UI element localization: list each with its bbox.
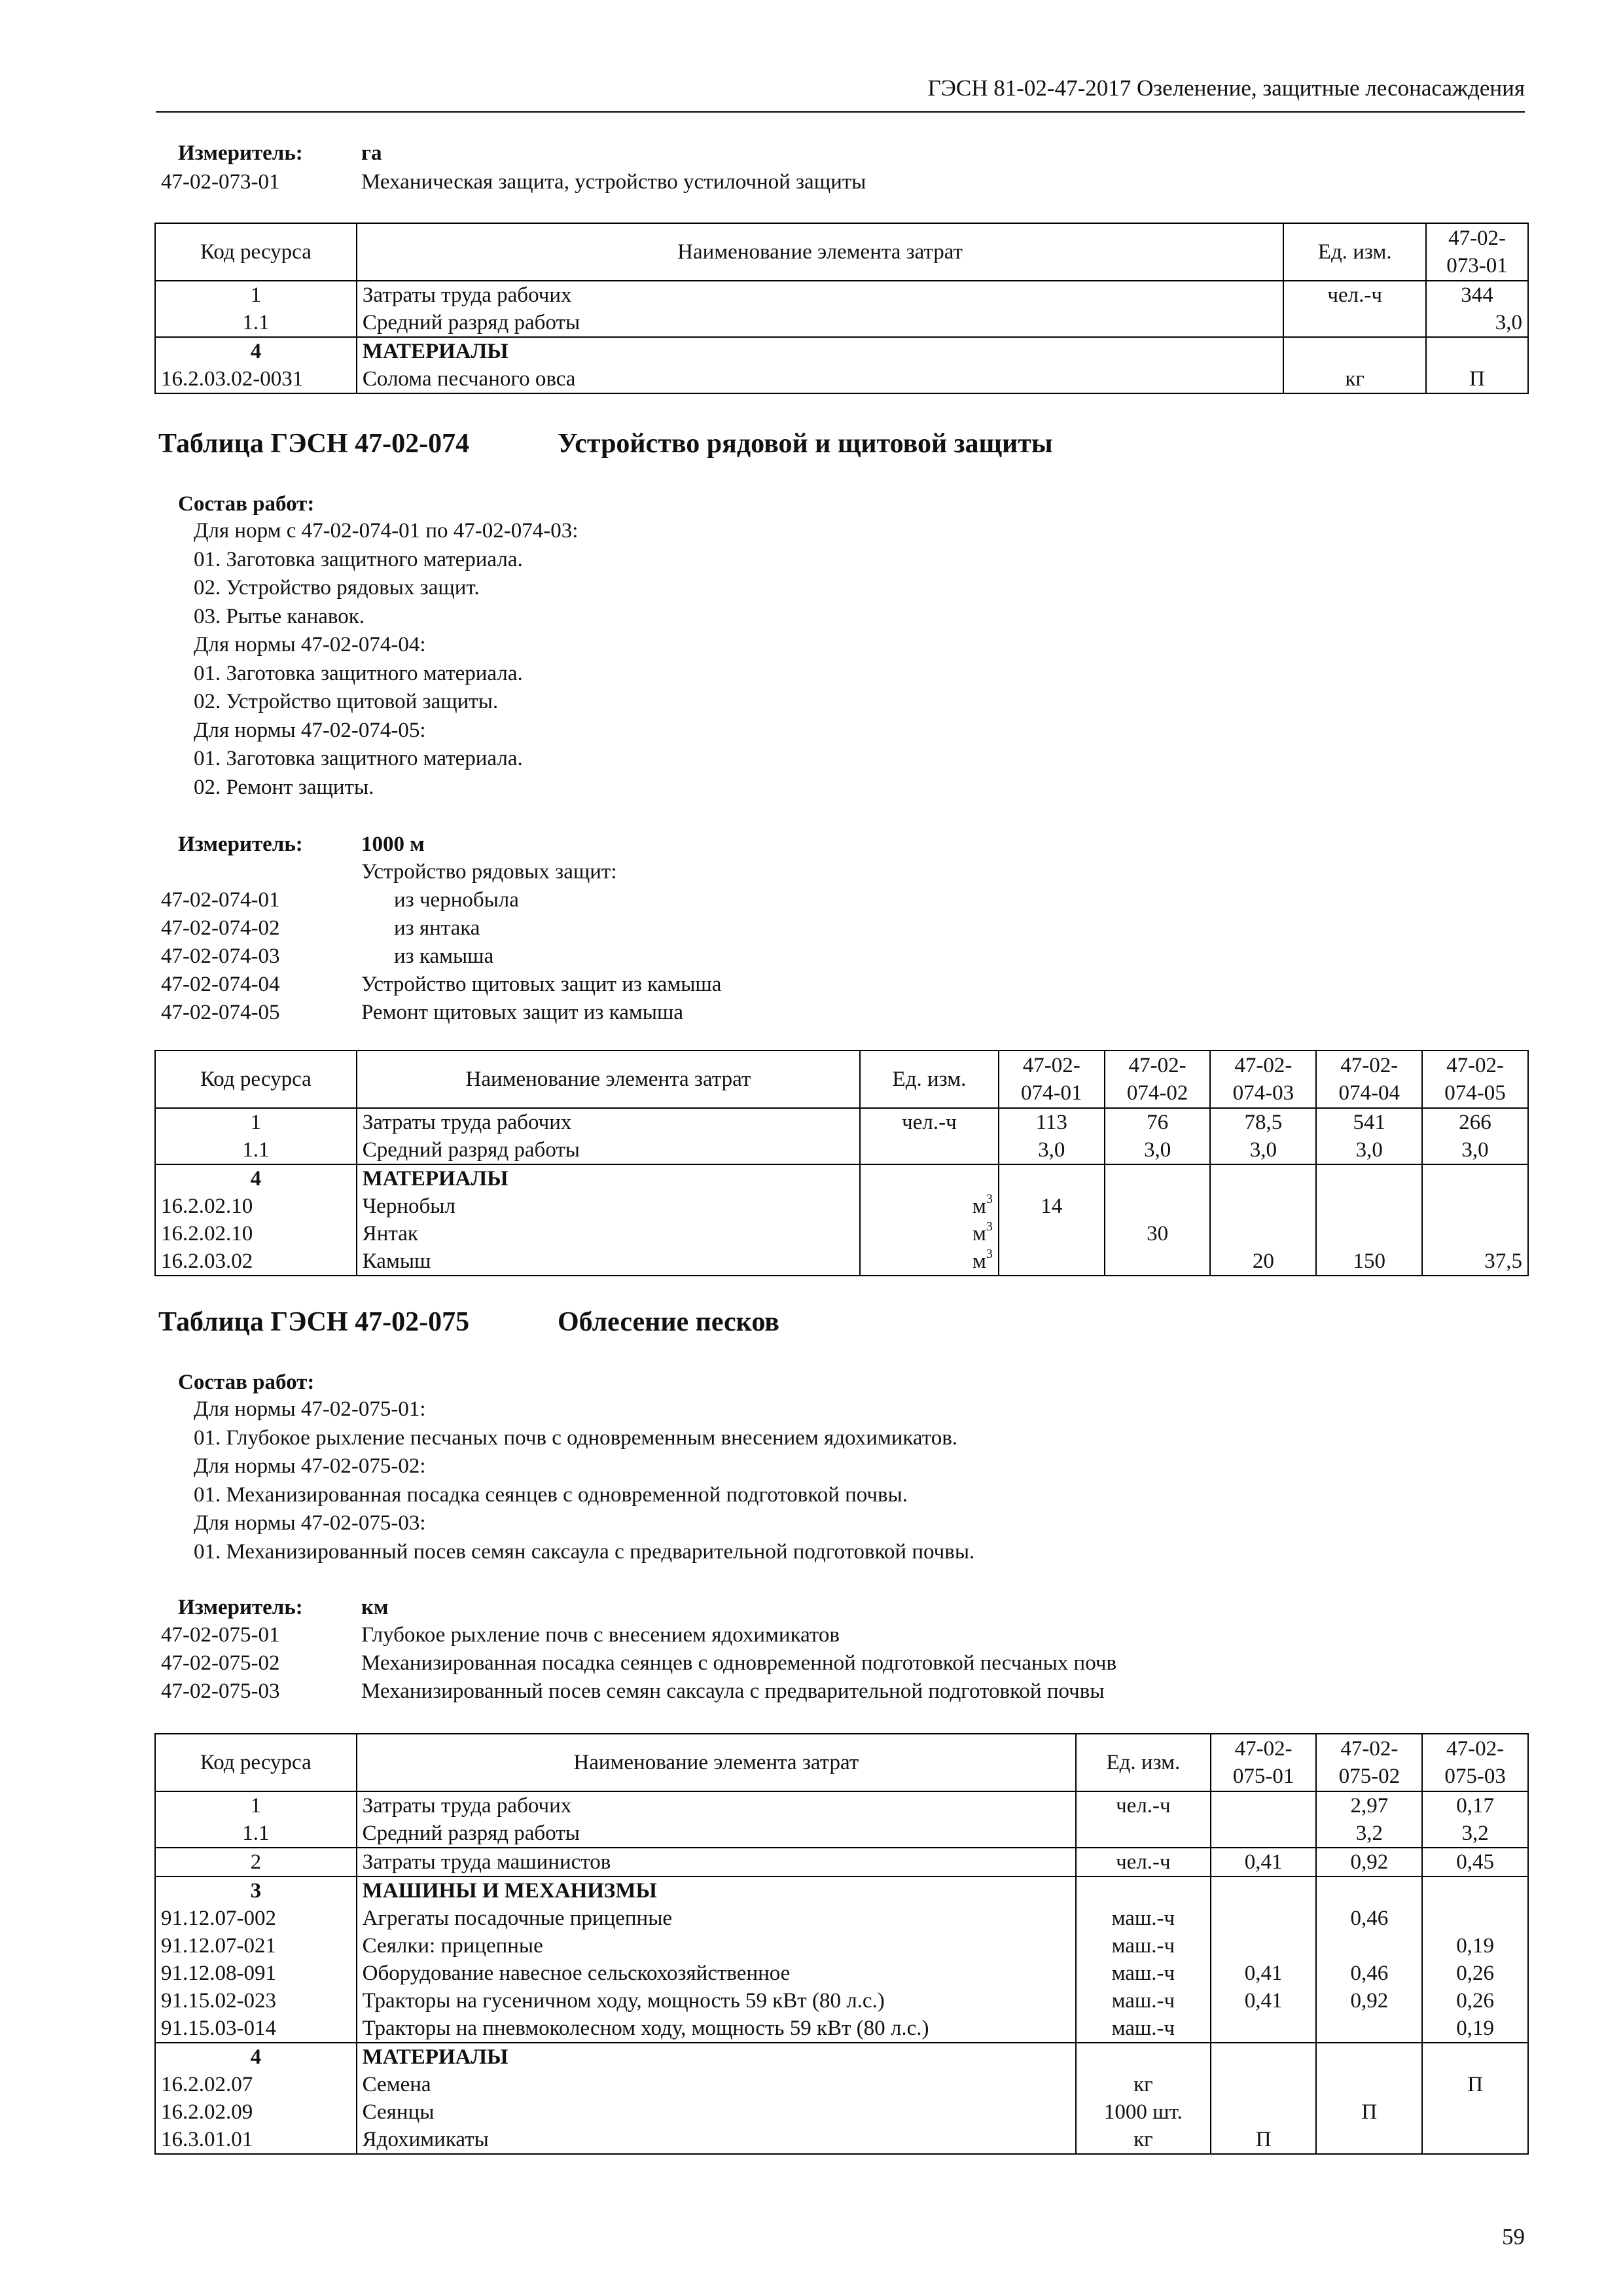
- running-title: ГЭСН 81-02-47-2017 Озеленение, защитные лесонасаждения: [927, 75, 1525, 101]
- cell-value: [1211, 1820, 1317, 1848]
- resource-table-074: [154, 1050, 1529, 1276]
- cell-value: П: [1211, 2126, 1317, 2154]
- cell-value: 30: [1105, 1220, 1211, 1247]
- cell-unit: маш.-ч: [1076, 1932, 1211, 1960]
- cell-name: Агрегаты посадочные прицепные: [357, 1905, 1076, 1932]
- table-row: [155, 1220, 1528, 1247]
- cell-value: 14: [999, 1193, 1105, 1220]
- norm-code: 47-02-075-03: [161, 1679, 280, 1703]
- header-norm-col: 47-02- 074-05: [1422, 1050, 1528, 1108]
- cell-value: 0,17: [1422, 1791, 1528, 1820]
- table-row: [155, 1193, 1528, 1220]
- header-norm-col: 47-02- 074-03: [1210, 1050, 1316, 1108]
- cell-value: [999, 1247, 1105, 1276]
- cell-value: 113: [999, 1108, 1105, 1136]
- cell-value: [1316, 2015, 1422, 2043]
- cell-unit: кг: [1076, 2126, 1211, 2154]
- unit-text: м: [972, 1249, 986, 1273]
- header-norm-col: 47-02- 074-01: [999, 1050, 1105, 1108]
- cell-value: [1316, 2071, 1422, 2098]
- cell-value: [1316, 1220, 1422, 1247]
- unit-text: м: [972, 1194, 986, 1218]
- group-title-074: Устройство рядовых защит:: [361, 860, 617, 884]
- cell-value: [1210, 1193, 1316, 1220]
- table-row: [155, 1905, 1528, 1932]
- measure-label-073: Измеритель:: [178, 141, 303, 165]
- table-row: [155, 337, 1528, 365]
- cell-code: 1.1: [155, 1136, 357, 1164]
- header-code: Код ресурса: [155, 223, 357, 281]
- table-row: [155, 309, 1528, 337]
- cell-unit: маш.-ч: [1076, 1960, 1211, 1987]
- cell-value: [1422, 1220, 1528, 1247]
- cell-code: 91.15.02-023: [155, 1987, 357, 2015]
- cell-code: 16.2.02.09: [155, 2098, 357, 2126]
- header-norm-col: 47-02- 075-02: [1316, 1734, 1422, 1791]
- header-norm-col: 47-02- 075-03: [1422, 1734, 1528, 1791]
- norm-name: Устройство щитовых защит из камыша: [361, 973, 722, 996]
- norm-code-073-01: 47-02-073-01: [161, 170, 280, 194]
- cell-unit: маш.-ч: [1076, 1987, 1211, 2015]
- norm-name: из янтака: [394, 916, 480, 940]
- cell-value: [1105, 1193, 1211, 1220]
- header-unit: Ед. изм.: [1283, 223, 1426, 281]
- cell-value: [1422, 1164, 1528, 1193]
- cell-name: Средний разряд работы: [357, 309, 1283, 337]
- cell-code: 16.3.01.01: [155, 2126, 357, 2154]
- table-075-name: Облесение песков: [558, 1307, 779, 1337]
- header-norm-col: 47-02- 074-04: [1316, 1050, 1422, 1108]
- cell-code: 16.2.03.02: [155, 1247, 357, 1276]
- cell-code: 16.2.02.10: [155, 1193, 357, 1220]
- norm-name: Механизированный посев семян саксаула с предварительной подготовкой почвы: [361, 1679, 1105, 1703]
- cell-unit: [860, 1193, 999, 1220]
- table-074-code: Таблица ГЭСН 47-02-074: [158, 429, 470, 459]
- cell-name: Янтак: [357, 1220, 860, 1247]
- cell-value: [1422, 2043, 1528, 2071]
- table-074-name: Устройство рядовой и щитовой защиты: [558, 429, 1053, 459]
- work-line: 01. Заготовка защитного материала.: [194, 747, 523, 770]
- cell-name: МАШИНЫ И МЕХАНИЗМЫ: [357, 1876, 1076, 1905]
- table-row: [155, 2015, 1528, 2043]
- table-row: [155, 1247, 1528, 1276]
- cell-value: [1422, 2126, 1528, 2154]
- table-row: [155, 1848, 1528, 1876]
- cell-value: [1316, 2126, 1422, 2154]
- table-row: [155, 281, 1528, 309]
- cell-value: 0,45: [1422, 1848, 1528, 1876]
- table-075-code: Таблица ГЭСН 47-02-075: [158, 1307, 470, 1337]
- cell-unit: чел.-ч: [1283, 281, 1426, 309]
- cell-value: П: [1316, 2098, 1422, 2126]
- norm-name: из камыша: [394, 944, 494, 968]
- work-line: 02. Ремонт защиты.: [194, 775, 374, 799]
- cell-value: 78,5: [1210, 1108, 1316, 1136]
- norm-name: из чернобыла: [394, 888, 519, 912]
- cell-value: 3,0: [999, 1136, 1105, 1164]
- cell-value: [1211, 2043, 1317, 2071]
- cell-value: 3,0: [1316, 1136, 1422, 1164]
- norm-code: 47-02-074-04: [161, 973, 280, 996]
- cell-value: [1316, 1932, 1422, 1960]
- header-code: Код ресурса: [155, 1050, 357, 1108]
- cell-unit: [860, 1220, 999, 1247]
- composition-label-074: Состав работ:: [178, 492, 315, 516]
- cell-value: [1210, 1220, 1316, 1247]
- cell-unit: [1283, 337, 1426, 365]
- composition-label-075: Состав работ:: [178, 1371, 315, 1394]
- table-row: [155, 1876, 1528, 1905]
- cell-value: 76: [1105, 1108, 1211, 1136]
- cell-value: 2,97: [1316, 1791, 1422, 1820]
- table-row: [155, 2071, 1528, 2098]
- cell-value: [1211, 1876, 1317, 1905]
- cell-value: [1211, 1791, 1317, 1820]
- work-line: 01. Заготовка защитного материала.: [194, 661, 523, 685]
- cell-value: 0,92: [1316, 1987, 1422, 2015]
- table-row: [155, 1136, 1528, 1164]
- cell-value: 0,26: [1422, 1987, 1528, 2015]
- table-row: [155, 2126, 1528, 2154]
- cell-value: 3,0: [1422, 1136, 1528, 1164]
- cell-value: 3,2: [1422, 1820, 1528, 1848]
- cell-value: [1105, 1164, 1211, 1193]
- cell-name: Оборудование навесное сельскохозяйственное: [357, 1960, 1076, 1987]
- header-norm-col: 47-02- 073-01: [1426, 223, 1528, 281]
- cell-value: [1211, 1932, 1317, 1960]
- cell-name: Затраты труда рабочих: [357, 1791, 1076, 1820]
- cell-name: Ядохимикаты: [357, 2126, 1076, 2154]
- measure-unit-073: га: [361, 141, 382, 165]
- work-line: 03. Рытье канавок.: [194, 604, 365, 628]
- running-header: [156, 73, 1525, 113]
- table-row: [155, 2043, 1528, 2071]
- work-line: 01. Механизированная посадка сеянцев с одновременной подготовкой почвы.: [194, 1482, 908, 1507]
- work-line: Для нормы 47-02-075-03:: [194, 1511, 426, 1535]
- unit-text: м: [972, 1222, 986, 1246]
- measure-unit-075: км: [361, 1596, 389, 1619]
- cell-value: [1211, 2071, 1317, 2098]
- header-code: Код ресурса: [155, 1734, 357, 1791]
- norm-code: 47-02-074-01: [161, 888, 280, 912]
- cell-value: [1211, 2098, 1317, 2126]
- cell-unit: [1283, 309, 1426, 337]
- norm-name-073-01: Механическая защита, устройство устилочной защиты: [361, 170, 866, 194]
- cell-value: [999, 1220, 1105, 1247]
- measure-label-075: Измеритель:: [178, 1596, 303, 1619]
- cell-name: Средний разряд работы: [357, 1136, 860, 1164]
- cell-name: Чернобыл: [357, 1193, 860, 1220]
- cell-name: Сеялки: прицепные: [357, 1932, 1076, 1960]
- cell-value: 0,92: [1316, 1848, 1422, 1876]
- cell-unit: кг: [1283, 365, 1426, 393]
- cell-unit: 1000 шт.: [1076, 2098, 1211, 2126]
- cell-value: [1211, 2015, 1317, 2043]
- cell-code: 16.2.03.02-0031: [155, 365, 357, 393]
- cell-code: 91.12.07-021: [155, 1932, 357, 1960]
- cell-unit: [860, 1247, 999, 1276]
- table-row: [155, 2098, 1528, 2126]
- table-row: [155, 1987, 1528, 2015]
- cell-value: [1316, 1193, 1422, 1220]
- norm-code: 47-02-075-01: [161, 1623, 280, 1647]
- cell-code: 91.12.07-002: [155, 1905, 357, 1932]
- cell-name: Камыш: [357, 1247, 860, 1276]
- work-line: Для нормы 47-02-074-05:: [194, 718, 426, 742]
- work-line: Для норм с 47-02-074-01 по 47-02-074-03:: [194, 519, 579, 543]
- cell-name: Затраты труда машинистов: [357, 1848, 1076, 1876]
- header-norm-col: 47-02- 075-01: [1211, 1734, 1317, 1791]
- unit-power: 3: [986, 1192, 993, 1206]
- cell-name: МАТЕРИАЛЫ: [357, 337, 1283, 365]
- header-unit: Ед. изм.: [1076, 1734, 1211, 1791]
- cell-value: [1422, 2098, 1528, 2126]
- cell-value: 3,0: [1210, 1136, 1316, 1164]
- cell-value: 3,2: [1316, 1820, 1422, 1848]
- header-norm-col: 47-02- 074-02: [1105, 1050, 1211, 1108]
- cell-value: 20: [1210, 1247, 1316, 1276]
- cell-unit: [1076, 1876, 1211, 1905]
- work-lines-074: [194, 517, 578, 802]
- cell-code: 1: [155, 1791, 357, 1820]
- header-unit: Ед. изм.: [860, 1050, 999, 1108]
- cell-unit: кг: [1076, 2071, 1211, 2098]
- cell-code: 4: [155, 2043, 357, 2071]
- cell-unit: [860, 1164, 999, 1193]
- cell-value: П: [1422, 2071, 1528, 2098]
- cell-value: П: [1426, 365, 1528, 393]
- work-line: 01. Механизированный посев семян саксаула с предварительной подготовкой почвы.: [194, 1539, 975, 1564]
- cell-code: 16.2.02.10: [155, 1220, 357, 1247]
- cell-unit: чел.-ч: [1076, 1791, 1211, 1820]
- work-line: Для нормы 47-02-075-01:: [194, 1397, 426, 1421]
- cell-value: 0,46: [1316, 1960, 1422, 1987]
- cell-value: 0,19: [1422, 1932, 1528, 1960]
- norm-name: Механизированная посадка сеянцев с одновременной подготовкой песчаных почв: [361, 1651, 1117, 1675]
- cell-name: МАТЕРИАЛЫ: [357, 2043, 1076, 2071]
- cell-code: 1: [155, 1108, 357, 1136]
- cell-name: Тракторы на пневмоколесном ходу, мощность 59 кВт (80 л.с.): [357, 2015, 1076, 2043]
- measure-unit-074: 1000 м: [361, 833, 425, 856]
- norm-name: Ремонт щитовых защит из камыша: [361, 1001, 684, 1024]
- cell-value: 3,0: [1105, 1136, 1211, 1164]
- cell-code: 4: [155, 1164, 357, 1193]
- table-row: [155, 1820, 1528, 1848]
- cell-code: 16.2.02.07: [155, 2071, 357, 2098]
- cell-value: 0,41: [1211, 1960, 1317, 1987]
- cell-name: МАТЕРИАЛЫ: [357, 1164, 860, 1193]
- cell-unit: маш.-ч: [1076, 1905, 1211, 1932]
- cell-unit: [1076, 1820, 1211, 1848]
- cell-value: 0,41: [1211, 1987, 1317, 2015]
- work-line: 01. Глубокое рыхление песчаных почв с одновременным внесением ядохимикатов.: [194, 1426, 958, 1450]
- unit-power: 3: [986, 1219, 993, 1234]
- norm-name: Глубокое рыхление почв с внесением ядохимикатов: [361, 1623, 840, 1647]
- table-row: [155, 1960, 1528, 1987]
- cell-name: Семена: [357, 2071, 1076, 2098]
- cell-unit: маш.-ч: [1076, 2015, 1211, 2043]
- cell-value: [999, 1164, 1105, 1193]
- cell-value: 344: [1426, 281, 1528, 309]
- cell-value: 0,41: [1211, 1848, 1317, 1876]
- cell-name: Сеянцы: [357, 2098, 1076, 2126]
- header-name: Наименование элемента затрат: [357, 1734, 1076, 1791]
- cell-code: 3: [155, 1876, 357, 1905]
- table-row: [155, 1164, 1528, 1193]
- cell-code: 4: [155, 337, 357, 365]
- cell-value: [1422, 1876, 1528, 1905]
- cell-value: [1211, 1905, 1317, 1932]
- norm-code: 47-02-074-02: [161, 916, 280, 940]
- cell-value: 0,26: [1422, 1960, 1528, 1987]
- cell-unit: чел.-ч: [1076, 1848, 1211, 1876]
- cell-value: [1105, 1247, 1211, 1276]
- resource-table-075: [154, 1733, 1529, 2155]
- cell-value: [1422, 1905, 1528, 1932]
- cell-value: [1426, 337, 1528, 365]
- cell-code: 91.15.03-014: [155, 2015, 357, 2043]
- measure-label-074: Измеритель:: [178, 833, 303, 856]
- cell-value: [1210, 1164, 1316, 1193]
- work-line: 02. Устройство щитовой защиты.: [194, 690, 499, 713]
- cell-name: Тракторы на гусеничном ходу, мощность 59 кВт (80 л.с.): [357, 1987, 1076, 2015]
- table-row: [155, 1932, 1528, 1960]
- cell-value: 266: [1422, 1108, 1528, 1136]
- cell-unit: чел.-ч: [860, 1108, 999, 1136]
- work-line: 02. Устройство рядовых защит.: [194, 576, 480, 600]
- norm-code: 47-02-074-05: [161, 1001, 280, 1024]
- cell-code: 1: [155, 281, 357, 309]
- cell-value: 0,46: [1316, 1905, 1422, 1932]
- cell-name: Солома песчаного овса: [357, 365, 1283, 393]
- cell-value: [1316, 1876, 1422, 1905]
- table-row: [155, 1791, 1528, 1820]
- cell-code: 1.1: [155, 309, 357, 337]
- table-row: [155, 1108, 1528, 1136]
- cell-value: [1422, 1193, 1528, 1220]
- cell-value: [1316, 1164, 1422, 1193]
- cell-code: 91.12.08-091: [155, 1960, 357, 1987]
- resource-table-073: [154, 223, 1529, 394]
- cell-name: Затраты труда рабочих: [357, 281, 1283, 309]
- header-name: Наименование элемента затрат: [357, 1050, 860, 1108]
- page-number: 59: [1502, 2224, 1525, 2250]
- norm-code: 47-02-075-02: [161, 1651, 280, 1675]
- cell-value: 0,19: [1422, 2015, 1528, 2043]
- cell-code: 1.1: [155, 1820, 357, 1848]
- table-row: [155, 365, 1528, 393]
- cell-value: 541: [1316, 1108, 1422, 1136]
- cell-value: [1316, 2043, 1422, 2071]
- unit-power: 3: [986, 1247, 993, 1261]
- cell-value: 37,5: [1422, 1247, 1528, 1276]
- cell-name: Затраты труда рабочих: [357, 1108, 860, 1136]
- cell-unit: [860, 1136, 999, 1164]
- cell-value: 150: [1316, 1247, 1422, 1276]
- work-lines-075: [194, 1395, 974, 1566]
- cell-name: Средний разряд работы: [357, 1820, 1076, 1848]
- header-name: Наименование элемента затрат: [357, 223, 1283, 281]
- work-line: 01. Заготовка защитного материала.: [194, 547, 523, 571]
- cell-value: 3,0: [1426, 309, 1528, 337]
- norm-code: 47-02-074-03: [161, 944, 280, 968]
- cell-code: 2: [155, 1848, 357, 1876]
- work-line: Для нормы 47-02-074-04:: [194, 633, 426, 656]
- work-line: Для нормы 47-02-075-02:: [194, 1454, 426, 1478]
- cell-unit: [1076, 2043, 1211, 2071]
